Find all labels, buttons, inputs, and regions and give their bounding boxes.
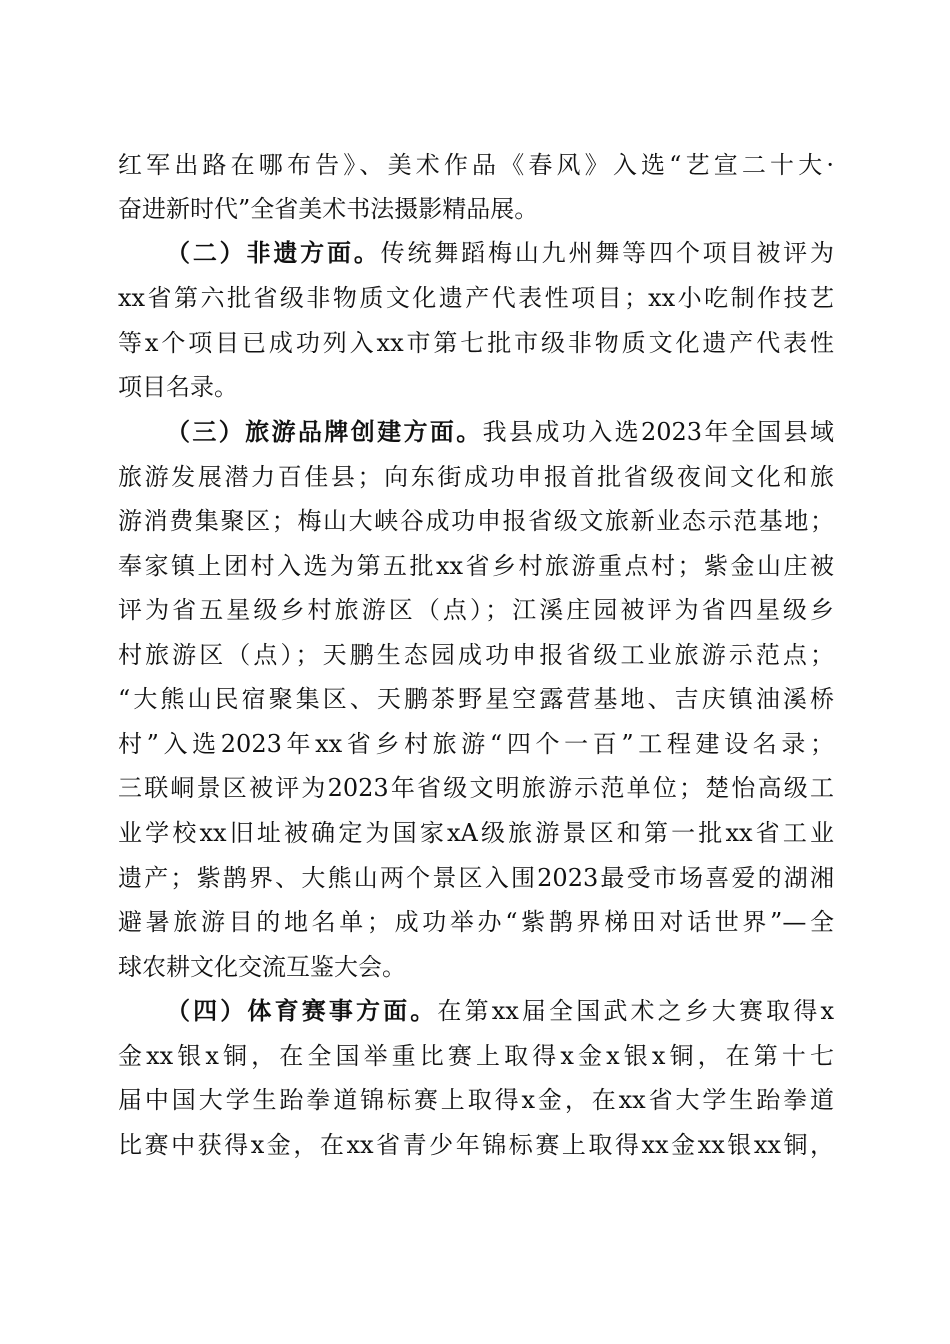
section-first-line [166,988,834,1034]
paragraph-line: 村”入选2023年xx省乡村旅游“四个一百”工程建设名录； [118,730,834,758]
document-page [118,0,834,1344]
paragraph-line: 红军出路在哪布告》、美术作品《春风》入选“艺宣二十大· [118,151,834,179]
paragraph-line: “大熊山民宿聚集区、天鹏茶野星空露营基地、吉庆镇油溪桥 [118,685,834,713]
paragraph-line: 项目名录。 [118,373,238,401]
paragraph-line: 避暑旅游目的地名单；成功举办“紫鹊界梯田对话世界”—全 [118,908,834,936]
section-first-line [166,409,834,455]
paragraph-line: 旅游发展潜力百佳县；向东街成功申报首批省级夜间文化和旅 [118,463,834,491]
paragraph-line: 等x个项目已成功列入xx市第七批市级非物质文化遗产代表性 [118,329,834,357]
paragraph-line: 遗产；紫鹊界、大熊山两个景区入围2023最受市场喜爱的湖湘 [118,864,834,892]
section-first-line [166,230,834,276]
paragraph-line: 奋进新时代”全省美术书法摄影精品展。 [118,195,539,223]
section-text: 在第xx届全国武术之乡大赛取得x [437,997,834,1025]
paragraph-line: 三联峒景区被评为2023年省级文明旅游示范单位；楚怡高级工 [118,774,834,802]
section-text: 传统舞蹈梅山九州舞等四个项目被评为 [380,239,834,267]
section-heading: （三）旅游品牌创建方面。 [166,417,483,446]
paragraph-line: 村旅游区（点）；天鹏生态园成功申报省级工业旅游示范点； [118,641,834,669]
paragraph-line: xx省第六批省级非物质文化遗产代表性项目；xx小吃制作技艺 [118,284,834,312]
section-heading: （二）非遗方面。 [166,238,381,267]
paragraph-line: 评为省五星级乡村旅游区（点）；江溪庄园被评为省四星级乡 [118,596,834,624]
paragraph-line: 球农耕文化交流互鉴大会。 [118,953,406,981]
paragraph-line: 业学校xx旧址被确定为国家xA级旅游景区和第一批xx省工业 [118,819,834,847]
paragraph-line: 奉家镇上团村入选为第五批xx省乡村旅游重点村；紫金山庄被 [118,552,834,580]
section-text: 我县成功入选2023年全国县域 [482,418,834,446]
paragraph-line: 比赛中获得x金，在xx省青少年锦标赛上取得xx金xx银xx铜， [118,1131,834,1159]
paragraph-line: 金xx银x铜，在全国举重比赛上取得x金x银x铜，在第十七 [118,1042,834,1070]
section-heading: （四）体育赛事方面。 [166,996,438,1025]
paragraph-line: 游消费集聚区；梅山大峡谷成功申报省级文旅新业态示范基地； [118,507,834,535]
paragraph-line: 届中国大学生跆拳道锦标赛上取得x金，在xx省大学生跆拳道 [118,1086,834,1114]
